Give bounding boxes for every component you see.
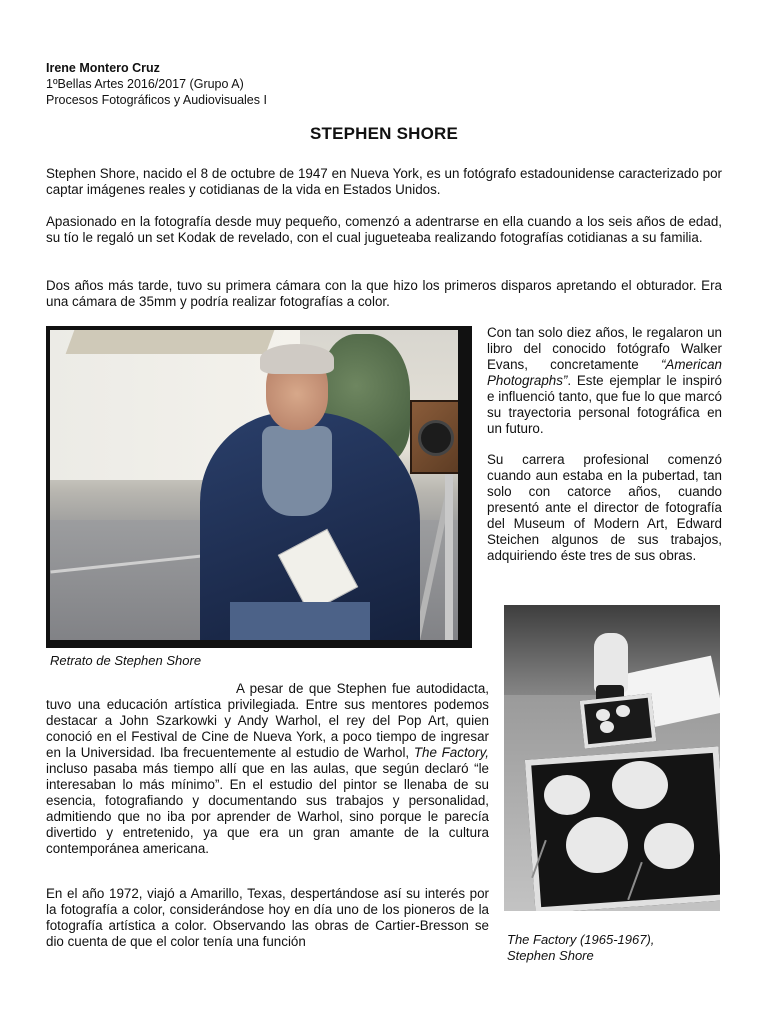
paragraph-childhood: Apasionado en la fotografía desde muy pequeño, comenzó a adentrarse en ella cuando a los seis años de edad, su tío le regaló un set Kodak de revelado, con el cual jugueteaba realizando fotografías cotidianas a su familia. — [46, 214, 722, 245]
paragraph-color: En el año 1972, viajó a Amarillo, Texas, despertándose así su interés por la fotografía a color, considerándose hoy en día uno de los pioneros de la fotografía artística a color. Observando las obras de Cartier-Bresson se dio cuenta de que el color tenía una función — [46, 886, 489, 949]
self-taught-text-a: A pesar de que Stephen fue autodidacta, tuvo una educación artística privilegiada. Entre sus mentores podemos destacar a John Szarkowki y Andy Warhol, el rey del Pop Art, quien conoció en el Festival de Cine de Nueva York, a poco tiempo de ingresar en la Universidad. Iba frecuentemente al estudio de Warhol, — [46, 681, 489, 760]
self-taught-text-b: incluso pasaba más tiempo allí que en las aulas, que según declaró “le interesaban lo más mínimo”. En el estudio del pintor se llenaba de su esencia, fotografiando y documentando sus trabajos y personalidad, admitiendo que no iba por aprender de Warhol, sino porque le parecía divertido y entretenido, ya que era un gran amante de la cultura contemporánea americana. — [46, 761, 489, 856]
subject-line: Procesos Fotográficos y Audiovisuales I — [46, 93, 267, 107]
paragraph-intro: Stephen Shore, nacido el 8 de octubre de 1947 en Nueva York, es un fotógrafo estadounidense caracterizado por captar imágenes reales y cotidianas de la vida en Estados Unidos. — [46, 166, 722, 197]
factory-photo — [504, 605, 720, 911]
paragraph-self-taught — [46, 681, 489, 857]
factory-caption-line2: Stephen Shore — [507, 948, 594, 963]
paragraph-ten-years — [487, 325, 722, 437]
paragraph-first-camera: Dos años más tarde, tuvo su primera cámara con la que hizo los primeros disparos apretando el obturador. Era una cámara de 35mm y podría realizar fotografías a color. — [46, 278, 722, 309]
factory-name: The Factory, — [413, 745, 489, 760]
factory-caption-line1: The Factory (1965-1967), — [507, 932, 655, 947]
paragraph-career: Su carrera profesional comenzó cuando aun estaba en la pubertad, tan solo con catorce años, cuando presentó ante el director de fotografía del Museum of Modern Art, Edward Steichen algunos de sus trabajos, adquiriendo éste tres de sus obras. — [487, 452, 722, 563]
page-title: STEPHEN SHORE — [309, 124, 459, 143]
portrait-photo — [46, 326, 472, 648]
ten-years-text-a: Con tan solo diez años, le regalaron un libro del conocido fotógrafo Walker Evans, concretamente — [487, 325, 722, 372]
document-header — [46, 60, 267, 108]
portrait-caption: Retrato de Stephen Shore — [50, 653, 202, 668]
course-line: 1ºBellas Artes 2016/2017 (Grupo A) — [46, 77, 244, 91]
author-name: Irene Montero Cruz — [46, 61, 160, 75]
factory-caption — [507, 932, 654, 964]
book-title: “American Photographs” — [487, 357, 722, 388]
ten-years-text-b: . Este ejemplar le inspiró e influenció tanto, que fue lo que marcó su trayectoria personal fotográfica en un futuro. — [487, 373, 722, 436]
